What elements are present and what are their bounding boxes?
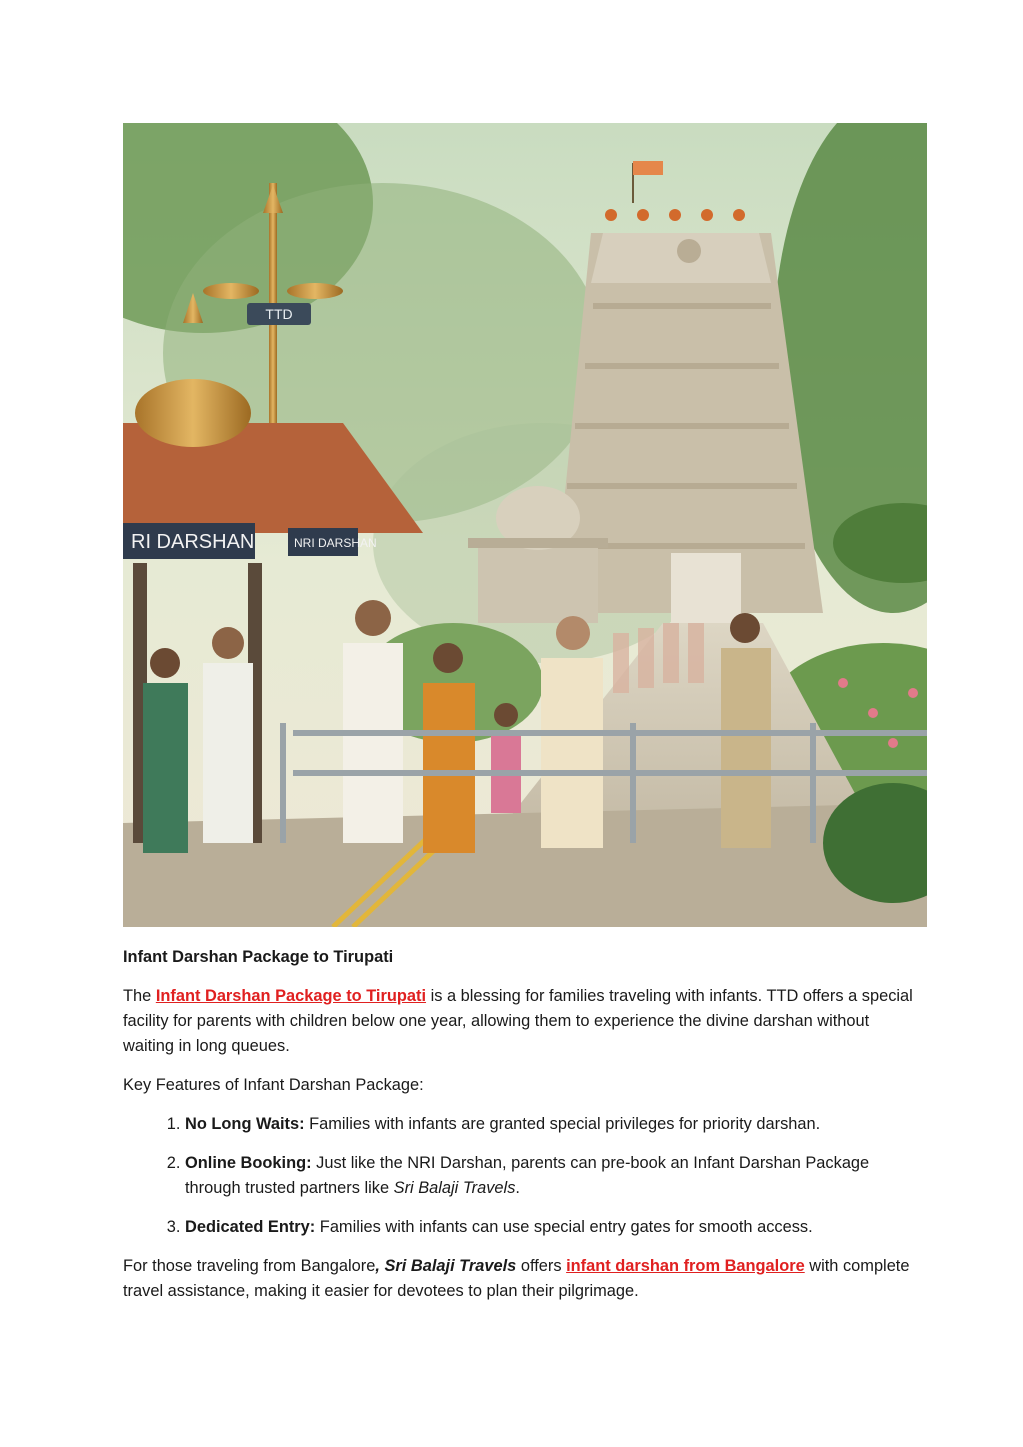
temple-illustration: [123, 123, 927, 927]
booth-sign-2: NRI DARSHAN: [294, 536, 377, 550]
feature-text: Families with infants are granted special privileges for priority darshan.: [304, 1115, 821, 1133]
feature-title: Dedicated Entry:: [185, 1218, 316, 1236]
intro-paragraph: [123, 984, 913, 1059]
closing-brand: Sri Balaji Travels: [384, 1257, 517, 1275]
closing-suffix: with complete travel assistance, making it easier for devotees to plan their pilgrimage.: [123, 1257, 910, 1300]
article: [123, 945, 913, 1318]
closing-middle: offers: [516, 1257, 567, 1275]
list-item: [185, 1112, 913, 1137]
feature-italic: Sri Balaji Travels: [393, 1179, 516, 1197]
list-item: [185, 1151, 913, 1201]
infant-darshan-package-link[interactable]: Infant Darshan Package to Tirupati: [155, 987, 427, 1005]
article-heading: Infant Darshan Package to Tirupati: [123, 948, 394, 966]
feature-text: Families with infants can use special entry gates for smooth access.: [315, 1218, 813, 1236]
feature-title: Online Booking:: [185, 1154, 312, 1172]
feature-end: .: [515, 1179, 520, 1197]
ttd-sign: TTD: [265, 306, 293, 322]
intro-suffix: is a blessing for families traveling with infants. TTD offers a special facility for parents with children below one year, allowing them to experience the divine darshan without waiting in long queues.: [123, 987, 913, 1055]
booth-sign: RI DARSHAN: [131, 531, 255, 553]
closing-prefix: For those traveling from Bangalore: [123, 1257, 376, 1275]
feature-title: No Long Waits:: [185, 1115, 305, 1133]
features-list: [123, 1112, 913, 1240]
list-item: [185, 1215, 913, 1240]
closing-paragraph: [123, 1254, 913, 1304]
intro-prefix: The: [123, 987, 156, 1005]
feature-text: Just like the NRI Darshan, parents can pre-book an Infant Darshan Package through trusted partners like: [185, 1154, 870, 1197]
infant-darshan-bangalore-link[interactable]: infant darshan from Bangalore: [566, 1257, 805, 1275]
closing-comma: ,: [375, 1257, 385, 1275]
features-title: Key Features of Infant Darshan Package:: [123, 1076, 424, 1094]
